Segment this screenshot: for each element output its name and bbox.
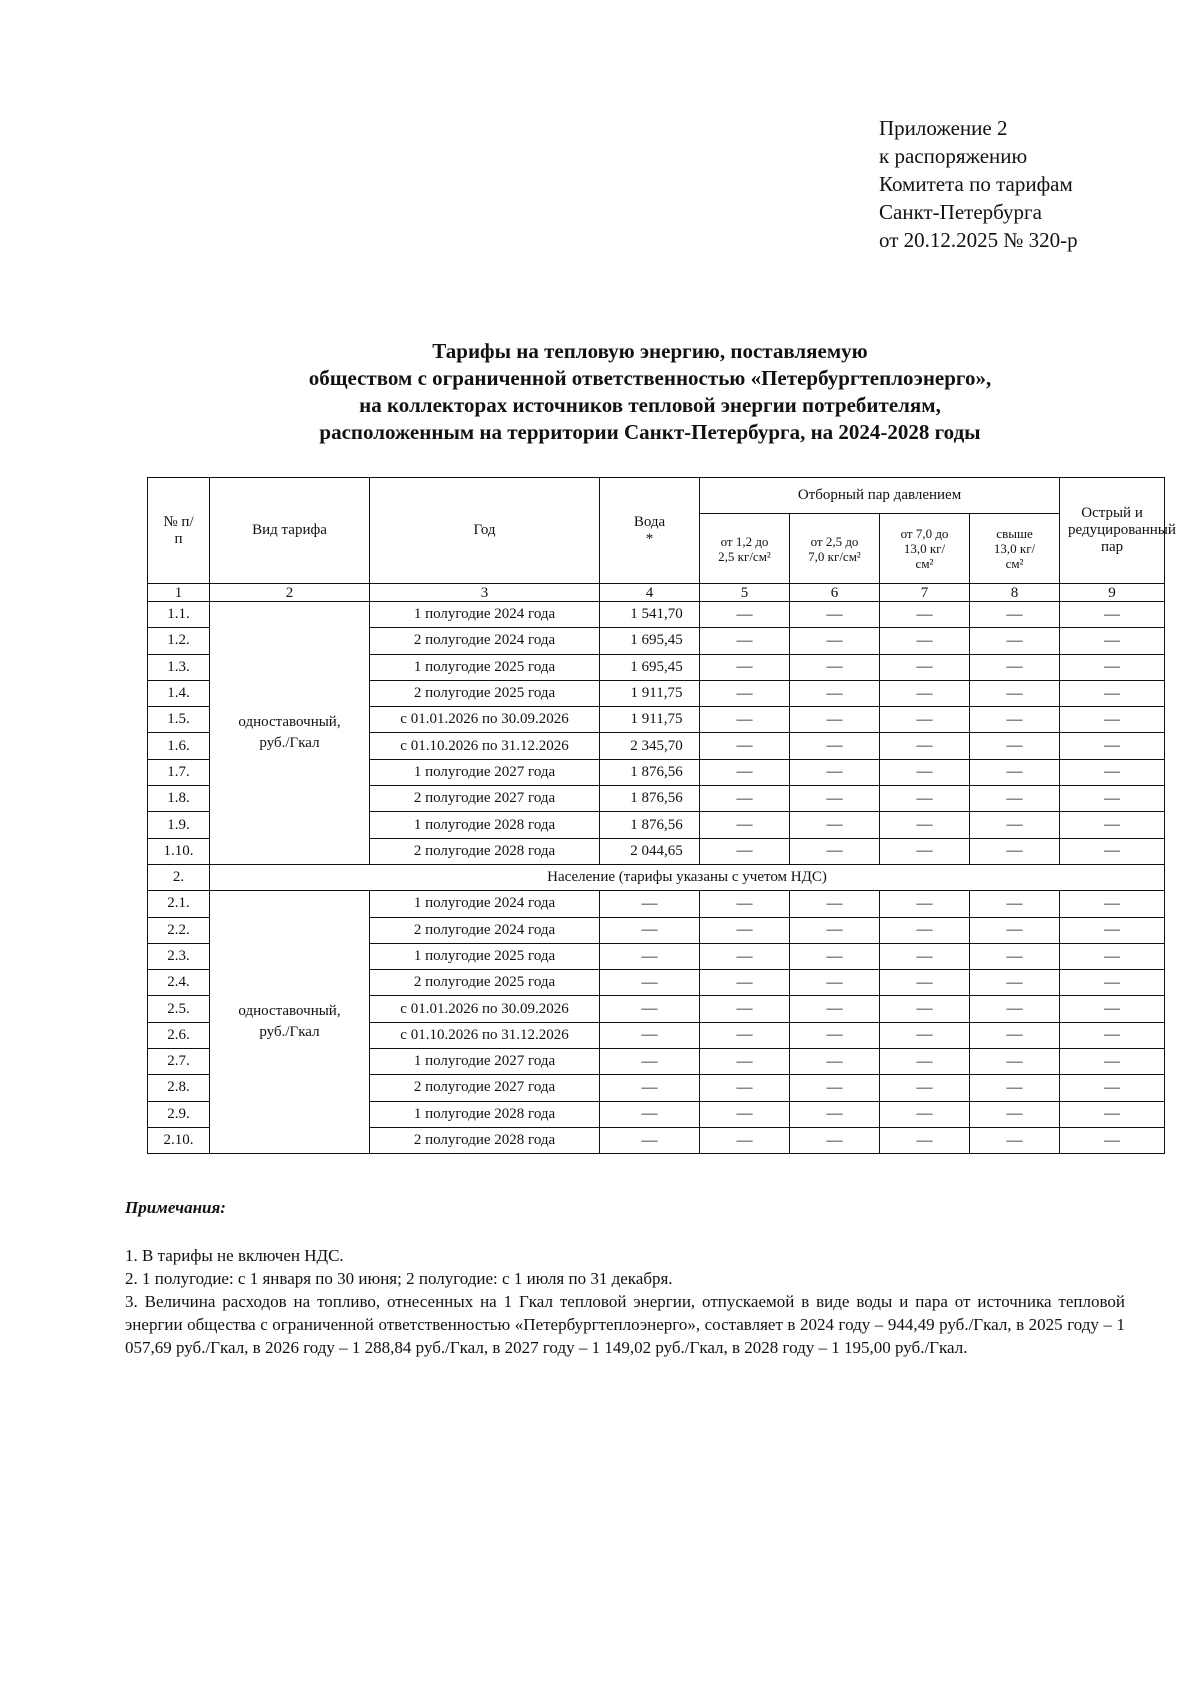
empty-tariff-cell: — [970, 1101, 1060, 1127]
row-number: 2.3. [148, 943, 210, 969]
header-num: № п/п [148, 478, 210, 584]
empty-tariff-cell: — [880, 1101, 970, 1127]
appendix-line: Комитета по тарифам [879, 172, 1073, 196]
empty-tariff-cell: — [700, 891, 790, 917]
period-cell: 2 полугодие 2028 года [370, 1127, 600, 1153]
empty-tariff-cell: — [880, 996, 970, 1022]
column-number: 5 [700, 584, 790, 602]
empty-tariff-cell: — [880, 838, 970, 864]
header-steam-group: Отборный пар давлением [700, 478, 1060, 514]
empty-tariff-cell: — [700, 707, 790, 733]
empty-tariff-cell: — [1060, 1127, 1165, 1153]
table-row [148, 891, 1165, 917]
period-cell: 2 полугодие 2024 года [370, 917, 600, 943]
row-number: 1.1. [148, 602, 210, 628]
empty-tariff-cell: — [1060, 733, 1165, 759]
appendix-line: Санкт-Петербурга [879, 200, 1042, 224]
empty-tariff-cell: — [790, 786, 880, 812]
water-tariff-cell: — [600, 1022, 700, 1048]
title-line: Тарифы на тепловую энергию, поставляемую [432, 339, 868, 363]
title-line: расположенным на территории Санкт-Петербурга, на 2024-2028 годы [319, 420, 981, 444]
period-cell: 2 полугодие 2027 года [370, 786, 600, 812]
empty-tariff-cell: — [700, 1049, 790, 1075]
column-number: 6 [790, 584, 880, 602]
empty-tariff-cell: — [970, 628, 1060, 654]
empty-tariff-cell: — [700, 1127, 790, 1153]
empty-tariff-cell: — [970, 917, 1060, 943]
column-number: 7 [880, 584, 970, 602]
empty-tariff-cell: — [1060, 943, 1165, 969]
empty-tariff-cell: — [790, 707, 880, 733]
period-cell: 2 полугодие 2025 года [370, 970, 600, 996]
empty-tariff-cell: — [970, 812, 1060, 838]
column-number: 4 [600, 584, 700, 602]
empty-tariff-cell: — [1060, 891, 1165, 917]
document-title [150, 338, 1150, 446]
notes [125, 1196, 1125, 1359]
empty-tariff-cell: — [1060, 759, 1165, 785]
row-number: 2.4. [148, 970, 210, 996]
row-number: 1.6. [148, 733, 210, 759]
empty-tariff-cell: — [970, 602, 1060, 628]
empty-tariff-cell: — [880, 628, 970, 654]
empty-tariff-cell: — [790, 733, 880, 759]
section-row [148, 864, 1165, 890]
row-number: 2.9. [148, 1101, 210, 1127]
row-number: 2.2. [148, 917, 210, 943]
empty-tariff-cell: — [880, 1127, 970, 1153]
empty-tariff-cell: — [790, 680, 880, 706]
empty-tariff-cell: — [700, 602, 790, 628]
empty-tariff-cell: — [970, 1127, 1060, 1153]
title-line: на коллекторах источников тепловой энергии потребителям, [359, 393, 941, 417]
empty-tariff-cell: — [1060, 996, 1165, 1022]
header-water-label: Вода [633, 513, 666, 530]
empty-tariff-cell: — [970, 707, 1060, 733]
period-cell: 1 полугодие 2027 года [370, 759, 600, 785]
period-cell: 1 полугодие 2027 года [370, 1049, 600, 1075]
empty-tariff-cell: — [970, 970, 1060, 996]
empty-tariff-cell: — [970, 1049, 1060, 1075]
table-row [148, 602, 1165, 628]
title-line: обществом с ограниченной ответственностью «Петербургтеплоэнерго», [308, 366, 992, 390]
period-cell: 2 полугодие 2028 года [370, 838, 600, 864]
empty-tariff-cell: — [790, 917, 880, 943]
empty-tariff-cell: — [700, 1101, 790, 1127]
column-number: 9 [1060, 584, 1165, 602]
header-sharp-steam: Острый и редуцированный пар [1060, 478, 1165, 584]
row-number: 1.4. [148, 680, 210, 706]
empty-tariff-cell: — [1060, 628, 1165, 654]
empty-tariff-cell: — [880, 602, 970, 628]
period-cell: 1 полугодие 2025 года [370, 943, 600, 969]
row-number: 1.10. [148, 838, 210, 864]
empty-tariff-cell: — [880, 943, 970, 969]
appendix-line: к распоряжению [879, 144, 1028, 168]
row-number: 1.9. [148, 812, 210, 838]
empty-tariff-cell: — [790, 1127, 880, 1153]
empty-tariff-cell: — [880, 970, 970, 996]
empty-tariff-cell: — [970, 996, 1060, 1022]
empty-tariff-cell: — [970, 1075, 1060, 1101]
period-cell: 1 полугодие 2028 года [370, 812, 600, 838]
empty-tariff-cell: — [790, 812, 880, 838]
column-number: 3 [370, 584, 600, 602]
period-cell: 1 полугодие 2025 года [370, 654, 600, 680]
empty-tariff-cell: — [880, 759, 970, 785]
water-tariff-cell: — [600, 917, 700, 943]
note-item: 1. В тарифы не включен НДС. [125, 1246, 344, 1265]
empty-tariff-cell: — [1060, 680, 1165, 706]
empty-tariff-cell: — [790, 943, 880, 969]
empty-tariff-cell: — [700, 996, 790, 1022]
empty-tariff-cell: — [970, 838, 1060, 864]
empty-tariff-cell: — [880, 812, 970, 838]
water-tariff-cell: — [600, 1075, 700, 1101]
period-cell: 2 полугодие 2024 года [370, 628, 600, 654]
empty-tariff-cell: — [970, 943, 1060, 969]
period-cell: 1 полугодие 2024 года [370, 602, 600, 628]
water-tariff-cell: — [600, 970, 700, 996]
column-number: 8 [970, 584, 1060, 602]
header-steam-3: от 7,0 до 13,0 кг/см² [880, 514, 970, 584]
header-year: Год [370, 478, 600, 584]
water-tariff-cell: 1 695,45 [600, 654, 700, 680]
empty-tariff-cell: — [880, 1049, 970, 1075]
row-number: 2.5. [148, 996, 210, 1022]
water-tariff-cell: 1 876,56 [600, 786, 700, 812]
water-tariff-cell: 2 345,70 [600, 733, 700, 759]
empty-tariff-cell: — [700, 838, 790, 864]
water-tariff-cell: — [600, 943, 700, 969]
header-water [600, 478, 700, 584]
empty-tariff-cell: — [880, 891, 970, 917]
empty-tariff-cell: — [880, 786, 970, 812]
water-tariff-cell: — [600, 1049, 700, 1075]
empty-tariff-cell: — [790, 996, 880, 1022]
empty-tariff-cell: — [1060, 1075, 1165, 1101]
period-cell: с 01.10.2026 по 31.12.2026 [370, 1022, 600, 1048]
empty-tariff-cell: — [970, 680, 1060, 706]
empty-tariff-cell: — [880, 733, 970, 759]
water-tariff-cell: 1 876,56 [600, 759, 700, 785]
row-number: 1.8. [148, 786, 210, 812]
row-number: 2.6. [148, 1022, 210, 1048]
appendix-reference [879, 114, 1078, 254]
empty-tariff-cell: — [880, 1075, 970, 1101]
empty-tariff-cell: — [880, 680, 970, 706]
water-tariff-cell: — [600, 996, 700, 1022]
empty-tariff-cell: — [1060, 812, 1165, 838]
column-number: 1 [148, 584, 210, 602]
row-number: 2.7. [148, 1049, 210, 1075]
water-tariff-cell: — [600, 1101, 700, 1127]
row-number: 1.7. [148, 759, 210, 785]
empty-tariff-cell: — [790, 654, 880, 680]
header-water-mark: * [645, 530, 654, 547]
water-tariff-cell: 1 541,70 [600, 602, 700, 628]
row-number: 2.10. [148, 1127, 210, 1153]
empty-tariff-cell: — [700, 733, 790, 759]
empty-tariff-cell: — [700, 812, 790, 838]
empty-tariff-cell: — [970, 654, 1060, 680]
header-steam-2: от 2,5 до 7,0 кг/см² [790, 514, 880, 584]
empty-tariff-cell: — [790, 1049, 880, 1075]
empty-tariff-cell: — [1060, 1022, 1165, 1048]
empty-tariff-cell: — [790, 891, 880, 917]
empty-tariff-cell: — [880, 1022, 970, 1048]
row-number: 1.5. [148, 707, 210, 733]
empty-tariff-cell: — [1060, 917, 1165, 943]
row-number: 1.3. [148, 654, 210, 680]
empty-tariff-cell: — [1060, 654, 1165, 680]
period-cell: 2 полугодие 2027 года [370, 1075, 600, 1101]
note-item: 2. 1 полугодие: с 1 января по 30 июня; 2 полугодие: с 1 июля по 31 декабря. [125, 1269, 673, 1288]
period-cell: с 01.01.2026 по 30.09.2026 [370, 996, 600, 1022]
empty-tariff-cell: — [700, 680, 790, 706]
column-numbers-row [148, 584, 1165, 602]
empty-tariff-cell: — [970, 733, 1060, 759]
period-cell: 1 полугодие 2028 года [370, 1101, 600, 1127]
empty-tariff-cell: — [1060, 970, 1165, 996]
empty-tariff-cell: — [1060, 838, 1165, 864]
period-cell: с 01.01.2026 по 30.09.2026 [370, 707, 600, 733]
empty-tariff-cell: — [700, 1075, 790, 1101]
header-steam-4: свыше 13,0 кг/см² [970, 514, 1060, 584]
empty-tariff-cell: — [700, 786, 790, 812]
empty-tariff-cell: — [790, 970, 880, 996]
period-cell: 1 полугодие 2024 года [370, 891, 600, 917]
empty-tariff-cell: — [1060, 786, 1165, 812]
header-tariff-type: Вид тарифа [210, 478, 370, 584]
empty-tariff-cell: — [790, 1022, 880, 1048]
empty-tariff-cell: — [1060, 602, 1165, 628]
empty-tariff-cell: — [790, 1101, 880, 1127]
tariff-type-cell: одноставочный, руб./Гкал [210, 602, 370, 865]
row-number: 1.2. [148, 628, 210, 654]
empty-tariff-cell: — [700, 759, 790, 785]
empty-tariff-cell: — [790, 838, 880, 864]
row-number: 2.1. [148, 891, 210, 917]
empty-tariff-cell: — [970, 759, 1060, 785]
empty-tariff-cell: — [790, 759, 880, 785]
row-number: 2.8. [148, 1075, 210, 1101]
appendix-line: от 20.12.2025 № 320-р [879, 228, 1078, 252]
tariffs-table [147, 477, 1176, 1154]
tariff-type-cell: одноставочный, руб./Гкал [210, 891, 370, 1154]
empty-tariff-cell: — [700, 654, 790, 680]
period-cell: с 01.10.2026 по 31.12.2026 [370, 733, 600, 759]
empty-tariff-cell: — [970, 1022, 1060, 1048]
empty-tariff-cell: — [700, 943, 790, 969]
empty-tariff-cell: — [880, 707, 970, 733]
header-steam-1: от 1,2 до 2,5 кг/см² [700, 514, 790, 584]
notes-title: Примечания: [125, 1198, 226, 1217]
water-tariff-cell: 1 911,75 [600, 707, 700, 733]
water-tariff-cell: 1 911,75 [600, 680, 700, 706]
water-tariff-cell: 1 695,45 [600, 628, 700, 654]
row-number: 2. [148, 864, 210, 890]
empty-tariff-cell: — [1060, 1049, 1165, 1075]
water-tariff-cell: — [600, 891, 700, 917]
empty-tariff-cell: — [1060, 707, 1165, 733]
section-label: Население (тарифы указаны с учетом НДС) [210, 864, 1165, 890]
period-cell: 2 полугодие 2025 года [370, 680, 600, 706]
water-tariff-cell: — [600, 1127, 700, 1153]
appendix-line: Приложение 2 [879, 116, 1008, 140]
water-tariff-cell: 2 044,65 [600, 838, 700, 864]
column-number: 2 [210, 584, 370, 602]
empty-tariff-cell: — [700, 628, 790, 654]
empty-tariff-cell: — [790, 602, 880, 628]
empty-tariff-cell: — [970, 891, 1060, 917]
empty-tariff-cell: — [880, 917, 970, 943]
note-item: 3. Величина расходов на топливо, отнесенных на 1 Гкал тепловой энергии, отпускаемой в виде воды и пара от источника тепловой энергии общества с ограниченной ответственностью «Петербургтеплоэнерго», составляет в 2024 году – 944,49 руб./Гкал, в 2025 году – 1 057,69 руб./Гкал, в 2026 году – 1 288,84 руб./Гкал, в 2027 году – 1 149,02 руб./Гкал, в 2028 году – 1 195,00 руб./Гкал. [125, 1292, 1125, 1357]
empty-tariff-cell: — [790, 628, 880, 654]
empty-tariff-cell: — [970, 786, 1060, 812]
empty-tariff-cell: — [790, 1075, 880, 1101]
empty-tariff-cell: — [700, 917, 790, 943]
empty-tariff-cell: — [700, 1022, 790, 1048]
empty-tariff-cell: — [880, 654, 970, 680]
water-tariff-cell: 1 876,56 [600, 812, 700, 838]
empty-tariff-cell: — [700, 970, 790, 996]
empty-tariff-cell: — [1060, 1101, 1165, 1127]
